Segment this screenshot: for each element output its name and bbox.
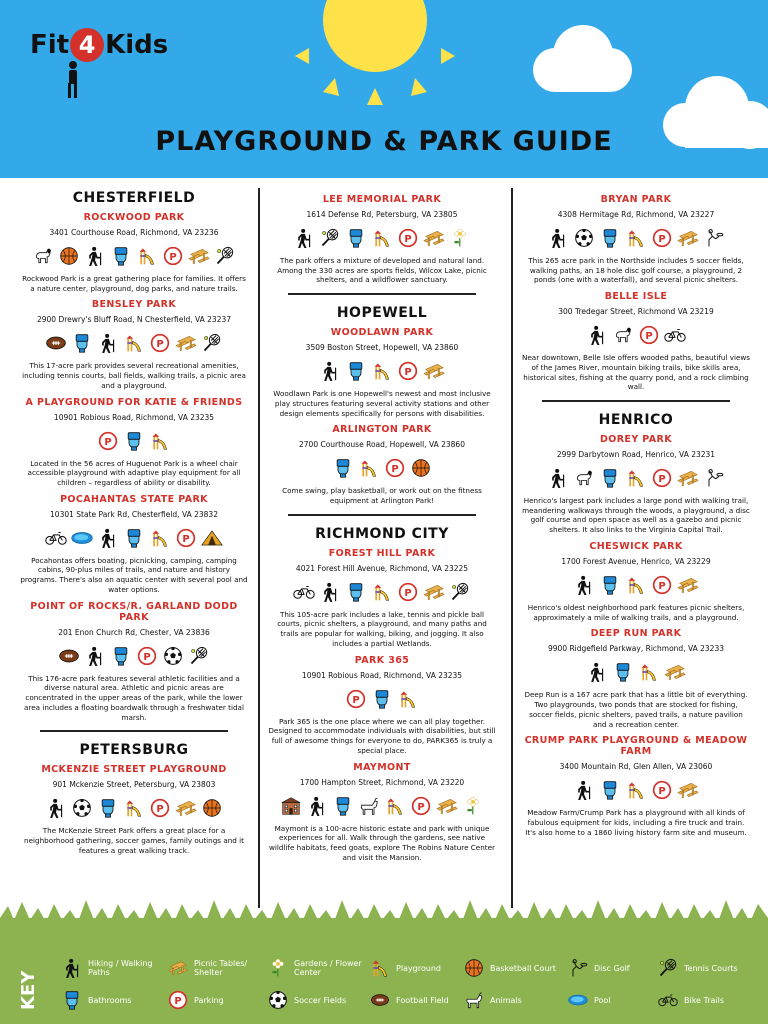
park-name: BRYAN PARK	[600, 194, 672, 205]
park-name: CHESWICK PARK	[589, 540, 683, 552]
picnic-table-icon	[664, 661, 686, 683]
playground-icon	[371, 227, 393, 249]
park-description: Pocahontas offers boating, picnicking, camping, camping cabins, 90-plus miles of trails, and nature and history programs. There's also an aquatic center with several pool and water options.	[20, 555, 248, 594]
flower-icon	[449, 227, 471, 249]
key-legend	[0, 0, 768, 79]
bathroom-icon	[123, 527, 145, 549]
svg-text:P: P	[174, 995, 182, 1007]
soccer-icon	[573, 227, 595, 249]
parking-icon	[149, 797, 171, 819]
park-address: 901 Mckenzie Street, Petersburg, VA 23803	[52, 780, 216, 790]
key-label-text: Tennis Courts	[684, 963, 738, 973]
svg-text:P: P	[182, 533, 190, 545]
picnic-table-icon	[175, 797, 197, 819]
parking-icon	[638, 324, 660, 346]
park-address: 300 Tredegar Street, Richmond VA 23219	[558, 307, 714, 317]
section-divider	[40, 730, 228, 732]
parking-icon	[168, 990, 188, 1010]
key-item	[168, 958, 264, 978]
amenity-icons	[268, 226, 496, 250]
amenity-icons	[20, 429, 248, 453]
key-item	[268, 958, 364, 978]
section-heading: CHESTERFIELD	[72, 190, 196, 206]
parking-icon	[136, 645, 158, 667]
hiking-icon	[97, 332, 119, 354]
playground-icon	[625, 227, 647, 249]
parking-icon	[384, 457, 406, 479]
hiking-icon	[573, 574, 595, 596]
park-name: PARK 365	[354, 654, 410, 666]
tennis-icon	[188, 645, 210, 667]
park-entry	[20, 212, 248, 293]
hiking-icon	[573, 779, 595, 801]
park-description: Located in the 56 acres of Huguenot Park is a wheel chair accessible playground with adaptive play equipment for all children – regardless of ability or disability.	[27, 458, 241, 488]
svg-text:P: P	[417, 801, 425, 813]
park-entry	[20, 601, 248, 723]
amenity-icons	[522, 660, 750, 684]
playground-icon	[625, 467, 647, 489]
hiking-icon	[84, 245, 106, 267]
playground-icon	[638, 661, 660, 683]
svg-text:P: P	[658, 580, 666, 592]
column-henrico	[522, 188, 750, 841]
svg-text:P: P	[658, 785, 666, 797]
basketball-icon	[410, 457, 432, 479]
key-label-text: Basketball Court	[490, 963, 556, 973]
section-heading: HENRICO	[598, 412, 674, 429]
park-entry	[268, 194, 496, 285]
park-entry	[268, 424, 496, 505]
parking-icon	[97, 430, 119, 452]
park-address: 3401 Courthouse Road, Richmond, VA 23236	[49, 228, 219, 237]
disc-golf-icon	[703, 467, 725, 489]
key-item	[568, 958, 630, 978]
park-name: ARLINGTON PARK	[332, 424, 432, 436]
flower-icon	[268, 958, 288, 978]
hiking-icon	[547, 467, 569, 489]
park-entry	[522, 628, 750, 729]
playground-icon	[384, 795, 406, 817]
football-icon	[370, 990, 390, 1010]
park-entry	[522, 541, 750, 622]
key-label-text: Picnic Tables/ Shelter	[194, 959, 248, 977]
svg-text:P: P	[404, 233, 412, 245]
hiking-icon	[84, 645, 106, 667]
hiking-icon	[45, 797, 67, 819]
picnic-table-icon	[168, 958, 188, 978]
picnic-table-icon	[436, 795, 458, 817]
svg-text:P: P	[352, 694, 360, 706]
column-divider	[511, 188, 513, 908]
park-address: 2700 Courthouse Road, Hopewell, VA 23860	[299, 440, 465, 450]
dog-icon	[32, 245, 54, 267]
park-name: MAYMONT	[353, 761, 411, 773]
park-name: POINT OF ROCKS/R. GARLAND DODD PARK	[30, 600, 238, 623]
parking-icon	[162, 245, 184, 267]
basketball-icon	[464, 958, 484, 978]
amenity-icons	[268, 794, 496, 818]
column-divider	[258, 188, 260, 908]
parking-icon	[651, 467, 673, 489]
key-item	[464, 958, 556, 978]
park-entry	[20, 299, 248, 390]
bathroom-icon	[345, 360, 367, 382]
goat-icon	[464, 990, 484, 1010]
svg-text:P: P	[156, 339, 164, 351]
bike-icon	[658, 990, 678, 1010]
hiking-icon	[586, 661, 608, 683]
picnic-table-icon	[175, 332, 197, 354]
park-description: This 105-acre park includes a lake, tennis and pickle ball courts, picnic shelters, a playground, and many paths and trails are popular for walking, biking, and jogging. It also includes a partial Wetlands.	[277, 609, 487, 648]
park-address: 4308 Hermitage Rd, Richmond, VA 23227	[557, 210, 715, 219]
park-description: Woodlawn Park is one Hopewell's newest and most inclusive play structures featuring several activity stations and other design elements specifically for persons with disabilities.	[273, 389, 491, 418]
soccer-icon	[162, 645, 184, 667]
park-name: CRUMP PARK PLAYGROUND & MEADOW FARM	[524, 735, 748, 758]
playground-icon	[397, 688, 419, 710]
column-chesterfield	[20, 188, 248, 859]
bathroom-icon	[371, 688, 393, 710]
park-description: The park offers a mixture of developed and natural land. Among the 330 acres are sports fields, Wilcox Lake, picnic shelters, and a wildflower sanctuary.	[277, 256, 487, 285]
amenity-icons	[20, 644, 248, 668]
parking-icon	[397, 360, 419, 382]
basketball-icon	[201, 797, 223, 819]
bike-icon	[664, 324, 686, 346]
park-name: DOREY PARK	[599, 434, 673, 446]
key-label-text: Hiking / Walking Paths	[88, 959, 153, 977]
mansion-icon	[280, 795, 302, 817]
park-address: 1700 Forest Avenue, Henrico, VA 23229	[561, 556, 711, 566]
page-title: PLAYGROUND & PARK GUIDE	[155, 126, 613, 157]
park-name: LEE MEMORIAL PARK	[322, 194, 442, 205]
park-entry	[268, 762, 496, 863]
disc-golf-icon	[568, 958, 588, 978]
playground-icon	[149, 527, 171, 549]
key-label-text: Soccer Fields	[294, 995, 347, 1005]
amenity-icons	[20, 244, 248, 268]
key-label: KEY	[18, 970, 39, 1010]
park-entry	[268, 655, 496, 756]
bathroom-icon	[599, 779, 621, 801]
park-address: 2900 Drewry's Bluff Road, N Chesterfield, VA 23237	[36, 315, 232, 325]
park-name: POCAHANTAS STATE PARK	[60, 493, 208, 505]
key-label-text: Parking	[194, 995, 224, 1005]
picnic-table-icon	[423, 360, 445, 382]
park-name: FOREST HILL PARK	[328, 547, 436, 559]
park-description: Henrico's oldest neighborhood park features picnic shelters, approximately a mile of walking trails, and a playground.	[527, 602, 745, 622]
key-label-text: Bike Trails	[684, 995, 725, 1005]
park-name: DEEP RUN PARK	[590, 628, 682, 640]
bike-icon	[45, 527, 67, 549]
park-description: This 265 acre park in the Northside includes 5 soccer fields, walking paths, an 18 hole disc golf course, a playground, 2 ponds (one with a waterfall), and several picnic shelters.	[528, 256, 744, 285]
key-item	[658, 990, 724, 1010]
amenity-icons	[522, 573, 750, 597]
park-description: Deep Run is a 167 acre park that has a little bit of everything. Two playgrounds, two ponds that are stocked for fishing, soccer fields, picnic shelters, paved trails, a nature pavilion and a recreation center.	[524, 690, 748, 729]
playground-icon	[123, 332, 145, 354]
park-description: Meadow Farm/Crump Park has a playground with all kinds of fabulous equipment for kids, including a fire truck and train. It's also home to a 1860 living history farm site and museum.	[525, 808, 747, 837]
key-item	[370, 990, 449, 1010]
park-address: 3509 Boston Street, Hopewell, VA 23860	[305, 343, 459, 353]
svg-text:P: P	[391, 464, 399, 476]
picnic-table-icon	[677, 574, 699, 596]
pool-icon	[568, 990, 588, 1010]
hiking-icon	[306, 795, 328, 817]
park-address: 4021 Forest Hill Avenue, Richmond, VA 23225	[295, 563, 469, 573]
bathroom-icon	[110, 245, 132, 267]
picnic-table-icon	[677, 227, 699, 249]
amenity-icons	[268, 580, 496, 604]
amenity-icons	[268, 687, 496, 711]
hiking-icon	[586, 324, 608, 346]
picnic-table-icon	[677, 467, 699, 489]
section-heading: RICHMOND CITY	[315, 525, 449, 542]
key-item	[370, 958, 441, 978]
playground-icon	[136, 245, 158, 267]
basketball-icon	[58, 245, 80, 267]
bathroom-icon	[123, 430, 145, 452]
park-address: 10901 Robious Road, Richmond, VA 23235	[301, 670, 463, 680]
goat-icon	[358, 795, 380, 817]
park-address: 3400 Mountain Rd, Glen Allen, VA 23060	[559, 762, 713, 772]
park-description: Maymont is a 100-acre historic estate and park with unique experiences for all. Walk through the gardens, see native wildlife habitats, feed goats, explore The Robins Nature Center and visit the Mansion.	[269, 823, 495, 862]
playground-icon	[371, 360, 393, 382]
park-address: 1700 Hampton Street, Richmond, VA 23220	[299, 777, 465, 787]
park-description: Rockwood Park is a great gathering place for families. It offers a nature center, playground, dog parks, and nature trails.	[22, 274, 246, 293]
playground-icon	[371, 581, 393, 603]
amenity-icons	[20, 796, 248, 820]
amenity-icons	[522, 323, 750, 347]
picnic-table-icon	[188, 245, 210, 267]
park-name: A PLAYGROUND FOR KATIE & FRIENDS	[25, 396, 243, 408]
column-hopewell-richmond	[268, 188, 496, 866]
key-item	[62, 958, 158, 978]
amenity-icons	[20, 331, 248, 355]
disc-golf-icon	[703, 227, 725, 249]
flower-icon	[462, 795, 484, 817]
section-heading: PETERSBURG	[79, 742, 189, 759]
svg-text:P: P	[156, 803, 164, 815]
bathroom-icon	[71, 332, 93, 354]
bathroom-icon	[599, 227, 621, 249]
hiking-icon	[319, 581, 341, 603]
playground-icon	[149, 430, 171, 452]
park-address: 10901 Robious Road, Richmond, VA 23235	[53, 412, 215, 422]
park-description: Near downtown, Belle Isle offers wooded paths, beautiful views of the James River, mountain biking trails, bike skills area, historical sites, fishing at the quarry pond, and a rock climbing wall.	[522, 353, 751, 392]
key-label-text: Animals	[490, 995, 522, 1005]
parking-icon	[149, 332, 171, 354]
park-entry	[522, 735, 750, 837]
bathroom-icon	[599, 467, 621, 489]
amenity-icons	[522, 226, 750, 250]
hiking-icon	[62, 958, 82, 978]
hiking-icon	[97, 527, 119, 549]
key-item	[168, 990, 224, 1010]
amenity-icons	[522, 778, 750, 802]
key-label-text: Bathrooms	[88, 995, 132, 1005]
park-address: 201 Enon Church Rd, Chester, VA 23836	[58, 627, 210, 637]
bathroom-icon	[599, 574, 621, 596]
pool-icon	[71, 527, 93, 549]
bathroom-icon	[110, 645, 132, 667]
key-item	[268, 990, 346, 1010]
tennis-icon	[449, 581, 471, 603]
tennis-icon	[319, 227, 341, 249]
parking-icon	[397, 227, 419, 249]
soccer-icon	[71, 797, 93, 819]
svg-text:P: P	[143, 651, 151, 663]
football-icon	[58, 645, 80, 667]
park-description: Come swing, play basketball, or work out on the fitness equipment at Arlington Park!	[282, 486, 482, 506]
bathroom-icon	[62, 990, 82, 1010]
playground-icon	[625, 574, 647, 596]
park-name: BENSLEY PARK	[91, 299, 177, 311]
bathroom-icon	[345, 581, 367, 603]
svg-text:P: P	[104, 436, 112, 448]
key-label-text: Gardens / Flower Center	[294, 959, 362, 977]
hiking-icon	[547, 227, 569, 249]
park-name: WOODLAWN PARK	[330, 327, 434, 339]
section-divider	[288, 514, 476, 516]
key-item	[62, 990, 131, 1010]
park-entry	[522, 434, 750, 535]
key-item	[568, 990, 611, 1010]
amenity-icons	[20, 526, 248, 550]
park-entry	[20, 397, 248, 488]
key-label-text: Disc Golf	[594, 963, 630, 973]
svg-text:P: P	[404, 587, 412, 599]
park-name: MCKENZIE STREET PLAYGROUND	[41, 764, 227, 776]
park-entry	[522, 194, 750, 285]
parking-icon	[651, 779, 673, 801]
parking-icon	[410, 795, 432, 817]
hiking-icon	[293, 227, 315, 249]
hiking-icon	[319, 360, 341, 382]
section-divider	[542, 400, 730, 402]
park-address: 10301 State Park Rd, Chesterfield, VA 23832	[50, 509, 218, 519]
amenity-icons	[522, 466, 750, 490]
tennis-icon	[214, 245, 236, 267]
playground-icon	[358, 457, 380, 479]
svg-text:P: P	[658, 233, 666, 245]
soccer-icon	[268, 990, 288, 1010]
playground-icon	[370, 958, 390, 978]
bathroom-icon	[612, 661, 634, 683]
svg-text:P: P	[404, 366, 412, 378]
park-name: BELLE ISLE	[604, 291, 668, 303]
amenity-icons	[268, 359, 496, 383]
key-label-text: Football Field	[396, 995, 449, 1005]
park-address: 9900 Ridgefield Parkway, Richmond, VA 23233	[548, 644, 724, 654]
key-label-text: Playground	[396, 963, 441, 973]
key-label-text: Pool	[594, 995, 611, 1005]
parking-icon	[651, 227, 673, 249]
picnic-table-icon	[423, 581, 445, 603]
tennis-icon	[658, 958, 678, 978]
park-description: This 176-acre park features several athletic facilities and a diverse natural area. Athletic and picnic areas are concentrated in the upper areas of the park, while the lower area includes a floating boardwalk through a freshwater tidal marsh.	[24, 673, 244, 722]
park-address: 2999 Darbytown Road, Henrico, VA 23231	[556, 450, 716, 460]
svg-text:P: P	[645, 330, 653, 342]
tennis-icon	[201, 332, 223, 354]
svg-text:P: P	[169, 251, 177, 263]
dog-icon	[612, 324, 634, 346]
picnic-table-icon	[423, 227, 445, 249]
dog-icon	[573, 467, 595, 489]
parking-icon	[397, 581, 419, 603]
playground-icon	[123, 797, 145, 819]
park-description: Henrico's largest park includes a large pond with walking trail, meandering walkways through the woods, a playground, a disc golf course and open space as well as a gazebo and picnic shelters. It also links to the Virginia Capital Trail.	[522, 496, 750, 535]
bathroom-icon	[97, 797, 119, 819]
park-entry	[268, 548, 496, 649]
tent-icon	[201, 527, 223, 549]
bathroom-icon	[332, 457, 354, 479]
parking-icon	[651, 574, 673, 596]
park-name: ROCKWOOD PARK	[83, 212, 185, 223]
bike-icon	[293, 581, 315, 603]
section-heading: HOPEWELL	[336, 305, 428, 322]
bathroom-icon	[345, 227, 367, 249]
football-icon	[45, 332, 67, 354]
bathroom-icon	[332, 795, 354, 817]
section-divider	[288, 293, 476, 295]
amenity-icons	[268, 456, 496, 480]
park-address: 1614 Defense Rd, Petersburg, VA 23805	[306, 210, 458, 219]
park-entry	[20, 764, 248, 855]
park-description: The McKenzie Street Park offers a great place for a neighborhood gathering, soccer games, family outings and it features a great walking track.	[24, 826, 244, 855]
parking-icon	[175, 527, 197, 549]
park-description: Park 365 is the one place where we can all play together. Designed to accommodate individuals with disabilities, but still full of awesome things for everyone to do, PARK365 is truly a special place.	[268, 716, 496, 755]
park-entry	[522, 291, 750, 392]
park-entry	[20, 494, 248, 595]
playground-icon	[625, 779, 647, 801]
key-item	[464, 990, 522, 1010]
park-entry	[268, 327, 496, 418]
svg-text:P: P	[658, 473, 666, 485]
park-description: This 17-acre park provides several recreational amenities, including tennis courts, ball fields, walking trails, a picnic area and a playground.	[22, 361, 246, 390]
logo: Fit 4 Kids	[30, 30, 169, 60]
key-item	[658, 958, 738, 978]
parking-icon	[345, 688, 367, 710]
picnic-table-icon	[677, 779, 699, 801]
